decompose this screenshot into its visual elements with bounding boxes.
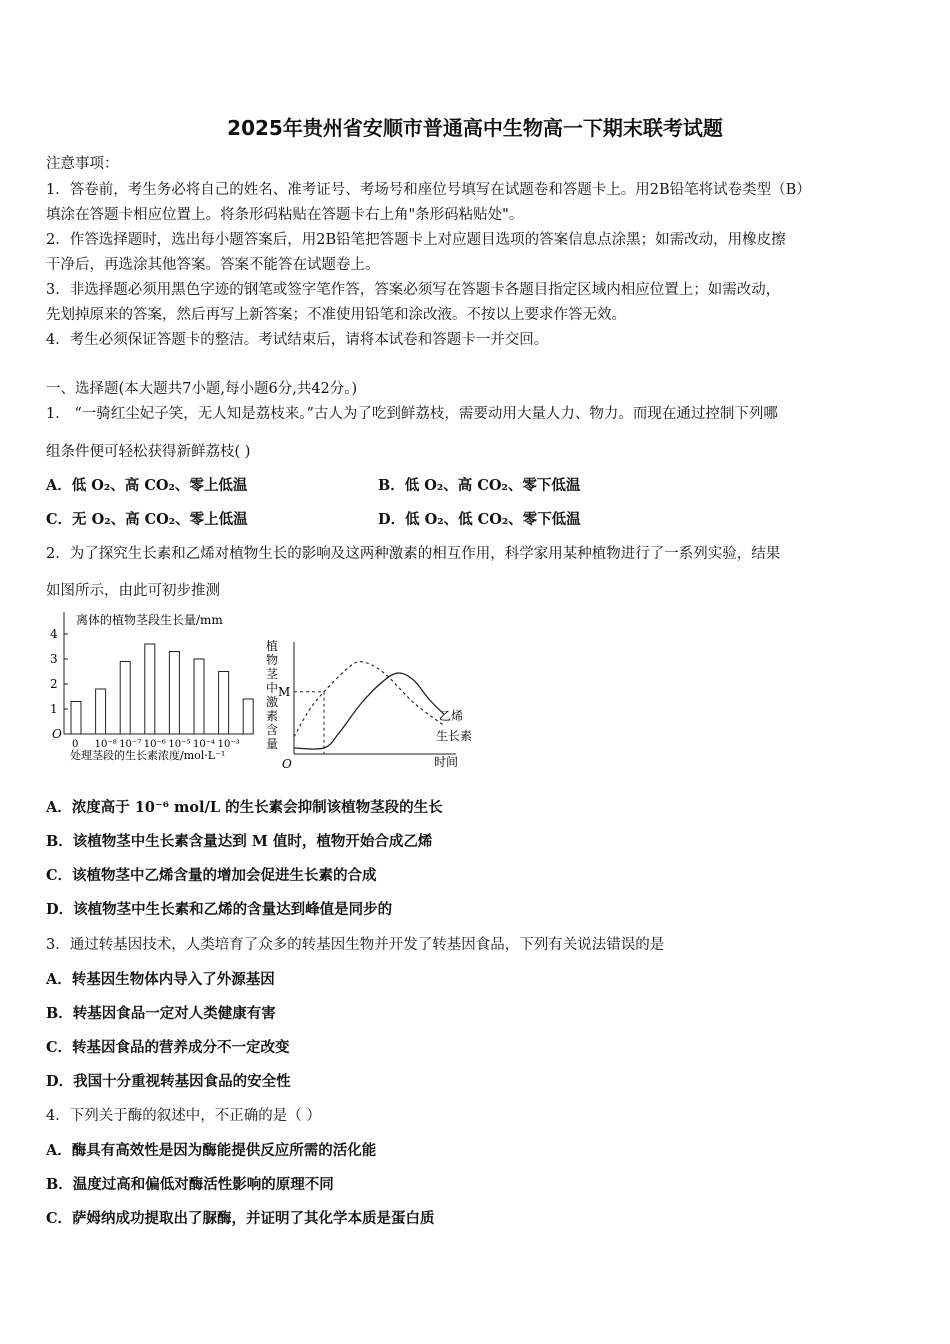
- bar-origin-label: O: [52, 727, 62, 741]
- q2-option-c: C．该植物茎中乙烯含量的增加会促进生长素的合成: [46, 867, 377, 884]
- exam-title: 2025年贵州省安顺市普通高中生物高一下期末联考试题: [227, 116, 723, 140]
- bar-x-tick-label: 10⁻⁴: [193, 739, 216, 750]
- question-2-stem: 如图所示，由此可初步推测: [46, 583, 220, 599]
- bar-x-tick-label: 10⁻⁶: [143, 739, 166, 750]
- line-y-title-char: 含: [266, 723, 279, 737]
- question-3-stem: 3．通过转基因技术，人类培育了众多的转基因生物并开发了转基因食品，下列有关说法错误的是: [46, 937, 665, 953]
- line-y-title-char: 中: [266, 681, 279, 695]
- line-x-title: 时间: [434, 755, 459, 769]
- bar: [145, 644, 155, 734]
- bar: [194, 659, 204, 734]
- bar-x-tick-label: 10⁻⁵: [168, 739, 191, 750]
- line-y-title-char: 素: [266, 709, 279, 723]
- q4-option-c: C．萨姆纳成功提取出了脲酶，并证明了其化学本质是蛋白质: [46, 1210, 435, 1227]
- question-1-stem: 组条件便可轻松获得新鲜荔枝( ): [46, 444, 251, 460]
- section-heading: 一、选择题(本大题共7小题,每小题6分,共42分。): [46, 381, 358, 397]
- bar-chart-title: 离体的植物茎段生长量/mm: [76, 613, 223, 627]
- notice-line: 先划掉原来的答案，然后再写上新答案；不准使用铅笔和涂改液。不按以上要求作答无效。: [46, 307, 626, 323]
- q4-option-a: A．酶具有高效性是因为酶能提供反应所需的活化能: [46, 1142, 377, 1159]
- question-1-stem: 1． “一骑红尘妃子笑，无人知是荔枝来。”古人为了吃到鲜荔枝，需要动用大量人力、物力。而现在通过控制下列哪: [46, 406, 778, 422]
- q2-option-d: D．该植物茎中生长素和乙烯的含量达到峰值是同步的: [46, 901, 393, 918]
- notice-line: 3．非选择题必须用黑色字迹的钢笔或签字笔作答，答案必须写在答题卡各题目指定区域内相应位置上；如需改动，: [46, 282, 781, 298]
- q3-option-c: C．转基因食品的营养成分不一定改变: [46, 1039, 290, 1056]
- bar: [219, 672, 229, 735]
- bar: [169, 652, 179, 735]
- q1-option-b: B．低 O₂、高 CO₂、零下低温: [378, 477, 581, 494]
- line-chart: [266, 638, 472, 771]
- q2-option-b: B．该植物茎中生长素含量达到 M 值时，植物开始合成乙烯: [46, 833, 433, 850]
- q3-option-a: A．转基因生物体内导入了外源基因: [46, 971, 275, 988]
- bar-y-tick-label: 4: [50, 627, 58, 641]
- bar: [96, 689, 106, 734]
- notice-line: 2．作答选择题时，选出每小题答案后，用2B铅笔把答题卡上对应题目选项的答案信息点涂黑；如需改动，用橡皮擦: [46, 232, 786, 248]
- notice-line: 1．答卷前，考生务必将自己的姓名、准考证号、考场号和座位号填写在试题卷和答题卡上。用2B铅笔将试卷类型（B）: [46, 182, 811, 198]
- q1-option-a: A．低 O₂、高 CO₂、零上低温: [46, 477, 248, 494]
- bar-x-tick-label: 10⁻³: [217, 739, 240, 750]
- notice-heading: 注意事项：: [46, 156, 119, 172]
- bar-x-tick-label: 10⁻⁸: [94, 739, 117, 750]
- question-2-figure: [44, 606, 484, 776]
- line-y-title-char: 激: [266, 695, 279, 709]
- bar-x-title: 处理茎段的生长素浓度/mol·L⁻¹: [70, 749, 226, 762]
- question-4-stem: 4．下列关于酶的叙述中，不正确的是（ ）: [46, 1108, 321, 1124]
- series-label-auxin: 生长素: [436, 729, 473, 743]
- bar-x-tick-label: 10⁻⁷: [119, 739, 142, 750]
- q4-option-b: B．温度过高和偏低对酶活性影响的原理不同: [46, 1176, 334, 1193]
- bar-y-tick-label: 1: [50, 702, 58, 716]
- bar-x-tick-label: 0: [72, 739, 79, 750]
- series-label-ethylene: 乙烯: [439, 709, 464, 723]
- question-2-stem: 2．为了探究生长素和乙烯对植物生长的影响及这两种激素的相互作用，科学家用某种植物进行了一系列实验，结果: [46, 546, 781, 562]
- bar: [243, 699, 253, 734]
- q3-option-d: D．我国十分重视转基因食品的安全性: [46, 1073, 291, 1090]
- q1-option-c: C．无 O₂、高 CO₂、零上低温: [46, 511, 248, 528]
- bar: [71, 702, 81, 735]
- notice-line: 干净后，再选涂其他答案。答案不能答在试题卷上。: [46, 257, 380, 273]
- q1-option-d: D．低 O₂、低 CO₂、零下低温: [378, 511, 581, 528]
- notice-line: 4．考生必须保证答题卡的整洁。考试结束后，请将本试卷和答题卡一并交回。: [46, 332, 549, 348]
- figure-svg: [44, 606, 484, 776]
- q2-option-a: A．浓度高于 10⁻⁶ mol/L 的生长素会抑制该植物茎段的生长: [46, 799, 443, 816]
- series-line-ethylene: [294, 673, 444, 749]
- bar: [120, 662, 130, 735]
- series-line-auxin: [294, 662, 444, 737]
- line-y-title-char: 植: [266, 639, 279, 653]
- line-y-title-char: 茎: [266, 667, 279, 681]
- notice-line: 填涂在答题卡相应位置上。将条形码粘贴在答题卡右上角"条形码粘贴处"。: [46, 207, 524, 223]
- bar-y-tick-label: 2: [50, 677, 58, 691]
- line-origin-label: O: [282, 757, 292, 771]
- bar-chart: [50, 612, 253, 762]
- line-y-title-char: 物: [266, 653, 279, 667]
- m-level-label: M: [278, 684, 291, 699]
- bar-y-tick-label: 3: [50, 652, 58, 666]
- line-y-title-char: 量: [266, 737, 279, 751]
- q3-option-b: B．转基因食品一定对人类健康有害: [46, 1005, 276, 1022]
